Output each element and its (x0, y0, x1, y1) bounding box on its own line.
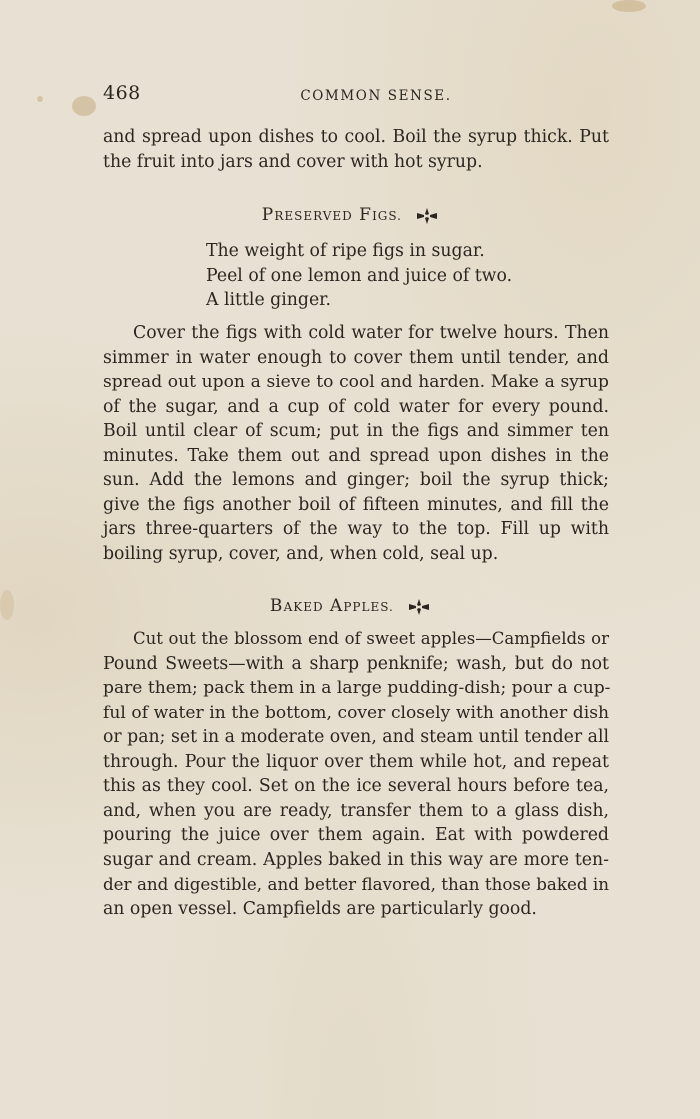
text-line: this as they cool. Set on the ice several hours before tea, (103, 776, 609, 796)
text-line: simmer in water enough to cover them until tender, and (103, 348, 609, 368)
foxing-spot (37, 96, 43, 102)
text-line: minutes. Take them out and spread upon dishes in the (103, 446, 609, 466)
text-line: ful of water in the bottom, cover closely with another dish (103, 703, 609, 723)
text-line: or pan; set in a moderate oven, and steam until tender all (103, 727, 609, 747)
text-line: of the sugar, and a cup of cold water for every pound. (103, 397, 609, 417)
text-line: Cut out the blossom end of sweet apples—Campfields or (133, 629, 609, 648)
text-line: Cover the figs with cold water for twelve hours. Then (133, 323, 609, 343)
text-line: spread out upon a sieve to cool and harden. Make a syrup (103, 372, 609, 392)
ingredient-item: The weight of ripe figs in sugar. (206, 241, 485, 261)
text-line: sun. Add the lemons and ginger; boil the syrup thick; (103, 470, 609, 490)
text-line: boiling syrup, cover, and, when cold, seal up. (103, 544, 499, 564)
foxing-spot (72, 96, 96, 116)
text-line: an open vessel. Campfields are particularly good. (103, 899, 537, 919)
text-line: Boil until clear of scum; put in the figs and simmer ten (103, 421, 609, 441)
running-head: COMMON SENSE. (300, 88, 452, 104)
text-line: through. Pour the liquor over them while hot, and repeat (103, 752, 609, 772)
text-line: and spread upon dishes to cool. Boil the syrup thick. Put (103, 127, 609, 147)
text-line: give the figs another boil of fifteen minutes, and fill the (103, 495, 609, 515)
text-line: the fruit into jars and cover with hot syrup. (103, 152, 483, 172)
section-heading-preserved-figs: PRESERVED FIGS. (0, 205, 700, 226)
text-line: sugar and cream. Apples baked in this way are more ten- (103, 850, 609, 870)
text-line: Pound Sweets—with a sharp penknife; wash, but do not (103, 654, 609, 674)
foxing-spot (612, 0, 646, 12)
text-line: jars three-quarters of the way to the top. Fill up with (103, 519, 609, 539)
section-heading-baked-apples: BAKED APPLES. (0, 596, 700, 617)
maltese-cross-icon (416, 206, 438, 226)
ingredient-item: Peel of one lemon and juice of two. (206, 266, 513, 286)
text-line: der and digestible, and better flavored, than those baked in (103, 874, 609, 894)
text-line: pare them; pack them in a large pudding-dish; pour a cup- (103, 678, 611, 698)
text-line: and, when you are ready, transfer them to a glass dish, (103, 801, 609, 821)
ingredient-item: A little ginger. (206, 290, 332, 310)
maltese-cross-icon (408, 597, 430, 617)
text-line: pouring the juice over them again. Eat with powdered (103, 825, 609, 845)
page-number: 468 (103, 82, 141, 104)
page-header (103, 82, 609, 108)
